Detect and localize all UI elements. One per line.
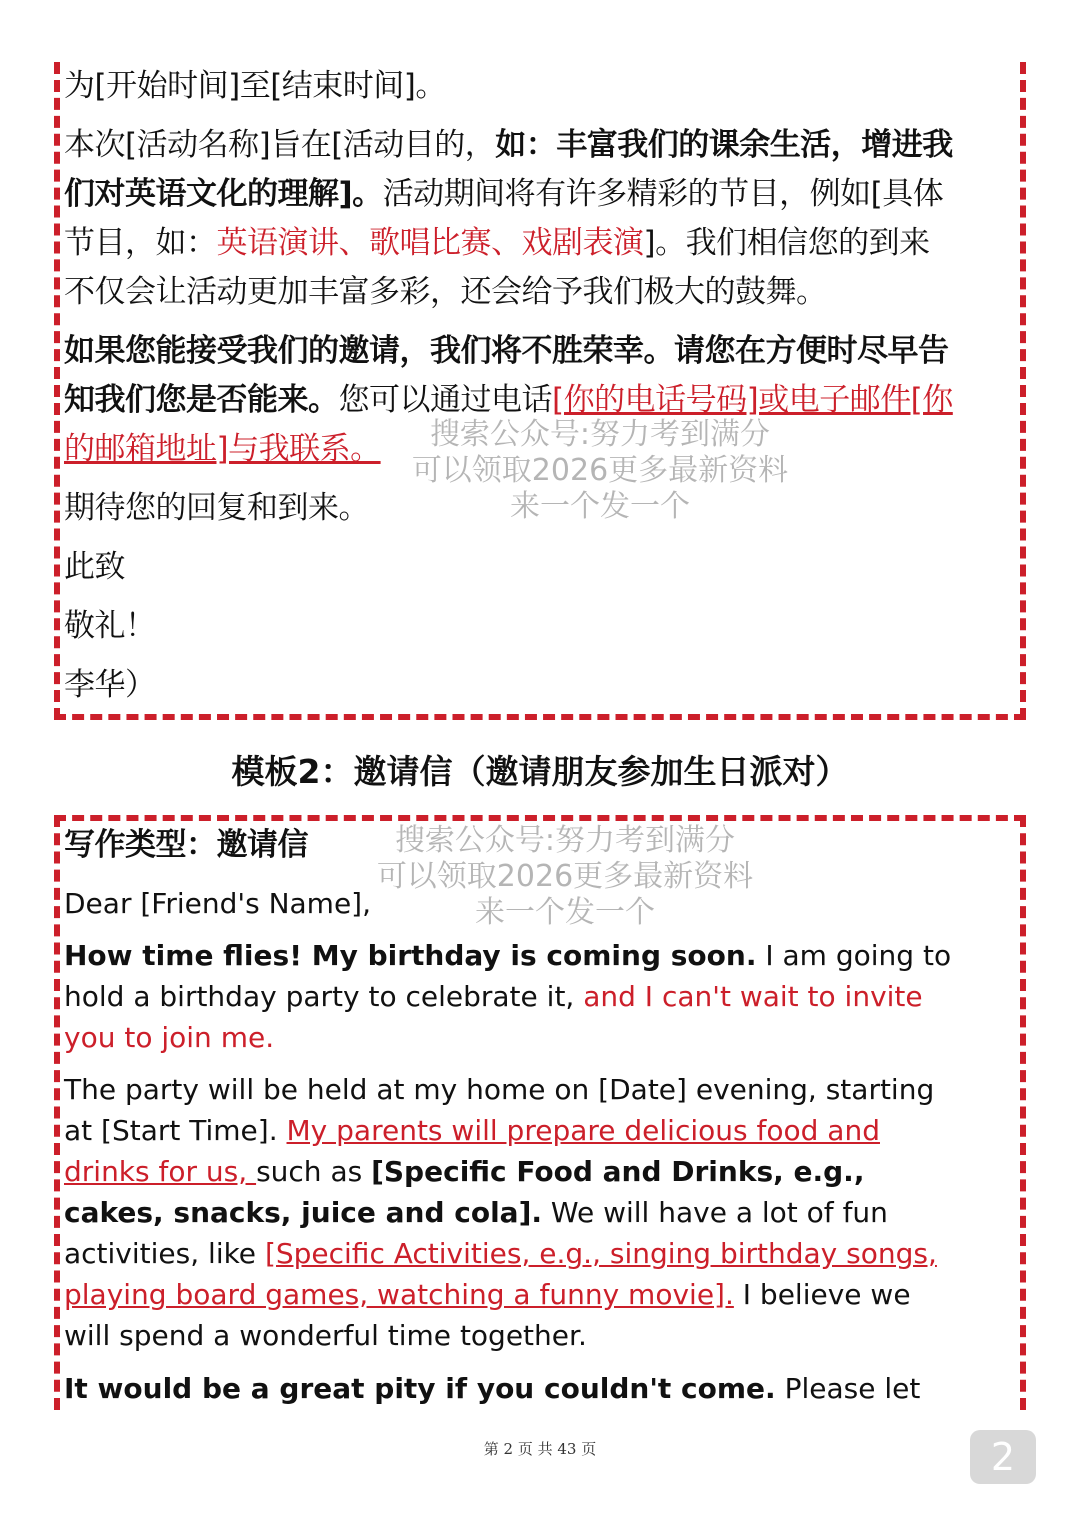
letter1-line: 知我们您是否能来。您可以通过电话[你的电话号码]或电子邮件[你 [64,382,953,418]
letter2-line: activities, like [Specific Activities, e.g., singing birthday songs, [64,1237,937,1270]
page-footer: 第 2 页 共 43 页 [483,1440,597,1458]
letter2-line: at [Start Time]. My parents will prepare delicious food and [64,1114,880,1147]
letter1-line: 们对英语文化的理解]。活动期间将有许多精彩的节目，例如[具体 [64,176,944,212]
letter2-line: drinks for us, such as [Specific Food and Drinks, e.g., [64,1155,865,1188]
page-number-badge: 2 [970,1430,1036,1484]
letter2-line: The party will be held at my home on [Date] evening, starting [64,1073,935,1106]
letter1-line: 不仅会让活动更加丰富多彩，还会给予我们极大的鼓舞。 [64,274,827,310]
letter1-salute: 敬礼！ [64,608,156,644]
letter2-line: playing board games, watching a funny movie]. I believe we [64,1278,911,1311]
letter1-line: 的邮箱地址]与我联系。 [64,431,381,467]
letter2-line: How time flies! My birthday is coming soon. I am going to [64,939,952,972]
letter1-line: 期待您的回复和到来。 [64,490,369,526]
letter1-line: 节目，如：英语演讲、歌唱比赛、戏剧表演]。我们相信您的到来 [64,225,930,261]
letter2-line: cakes, snacks, juice and cola]. We will have a lot of fun [64,1196,888,1229]
letter2-line: It would be a great pity if you couldn't come. Please let [64,1372,921,1405]
writing-type: 写作类型：邀请信 [64,827,308,863]
letter2-line: hold a birthday party to celebrate it, and I can't wait to invite [64,980,923,1013]
letter1-line: 如果您能接受我们的邀请，我们将不胜荣幸。请您在方便时尽早告 [64,333,949,369]
letter2-line: will spend a wonderful time together. [64,1319,587,1352]
letter2-line: you to join me. [64,1021,275,1054]
letter1-line: 为[开始时间]至[结束时间]。 [64,68,446,104]
watermark: 搜索公众号:努力考到满分 可以领取2026更多最新资料 来一个发一个 [376,823,754,930]
letter1-closing: 此致 [64,549,125,585]
letter2-greeting: Dear [Friend's Name], [64,887,372,920]
watermark: 搜索公众号:努力考到满分 可以领取2026更多最新资料 来一个发一个 [411,417,789,524]
letter1-signature: 李华） [64,667,156,703]
letter1-line: 本次[活动名称]旨在[活动目的，如：丰富我们的课余生活，增进我 [64,127,953,163]
template2-title: 模板2：邀请信（邀请朋友参加生日派对） [231,752,849,791]
